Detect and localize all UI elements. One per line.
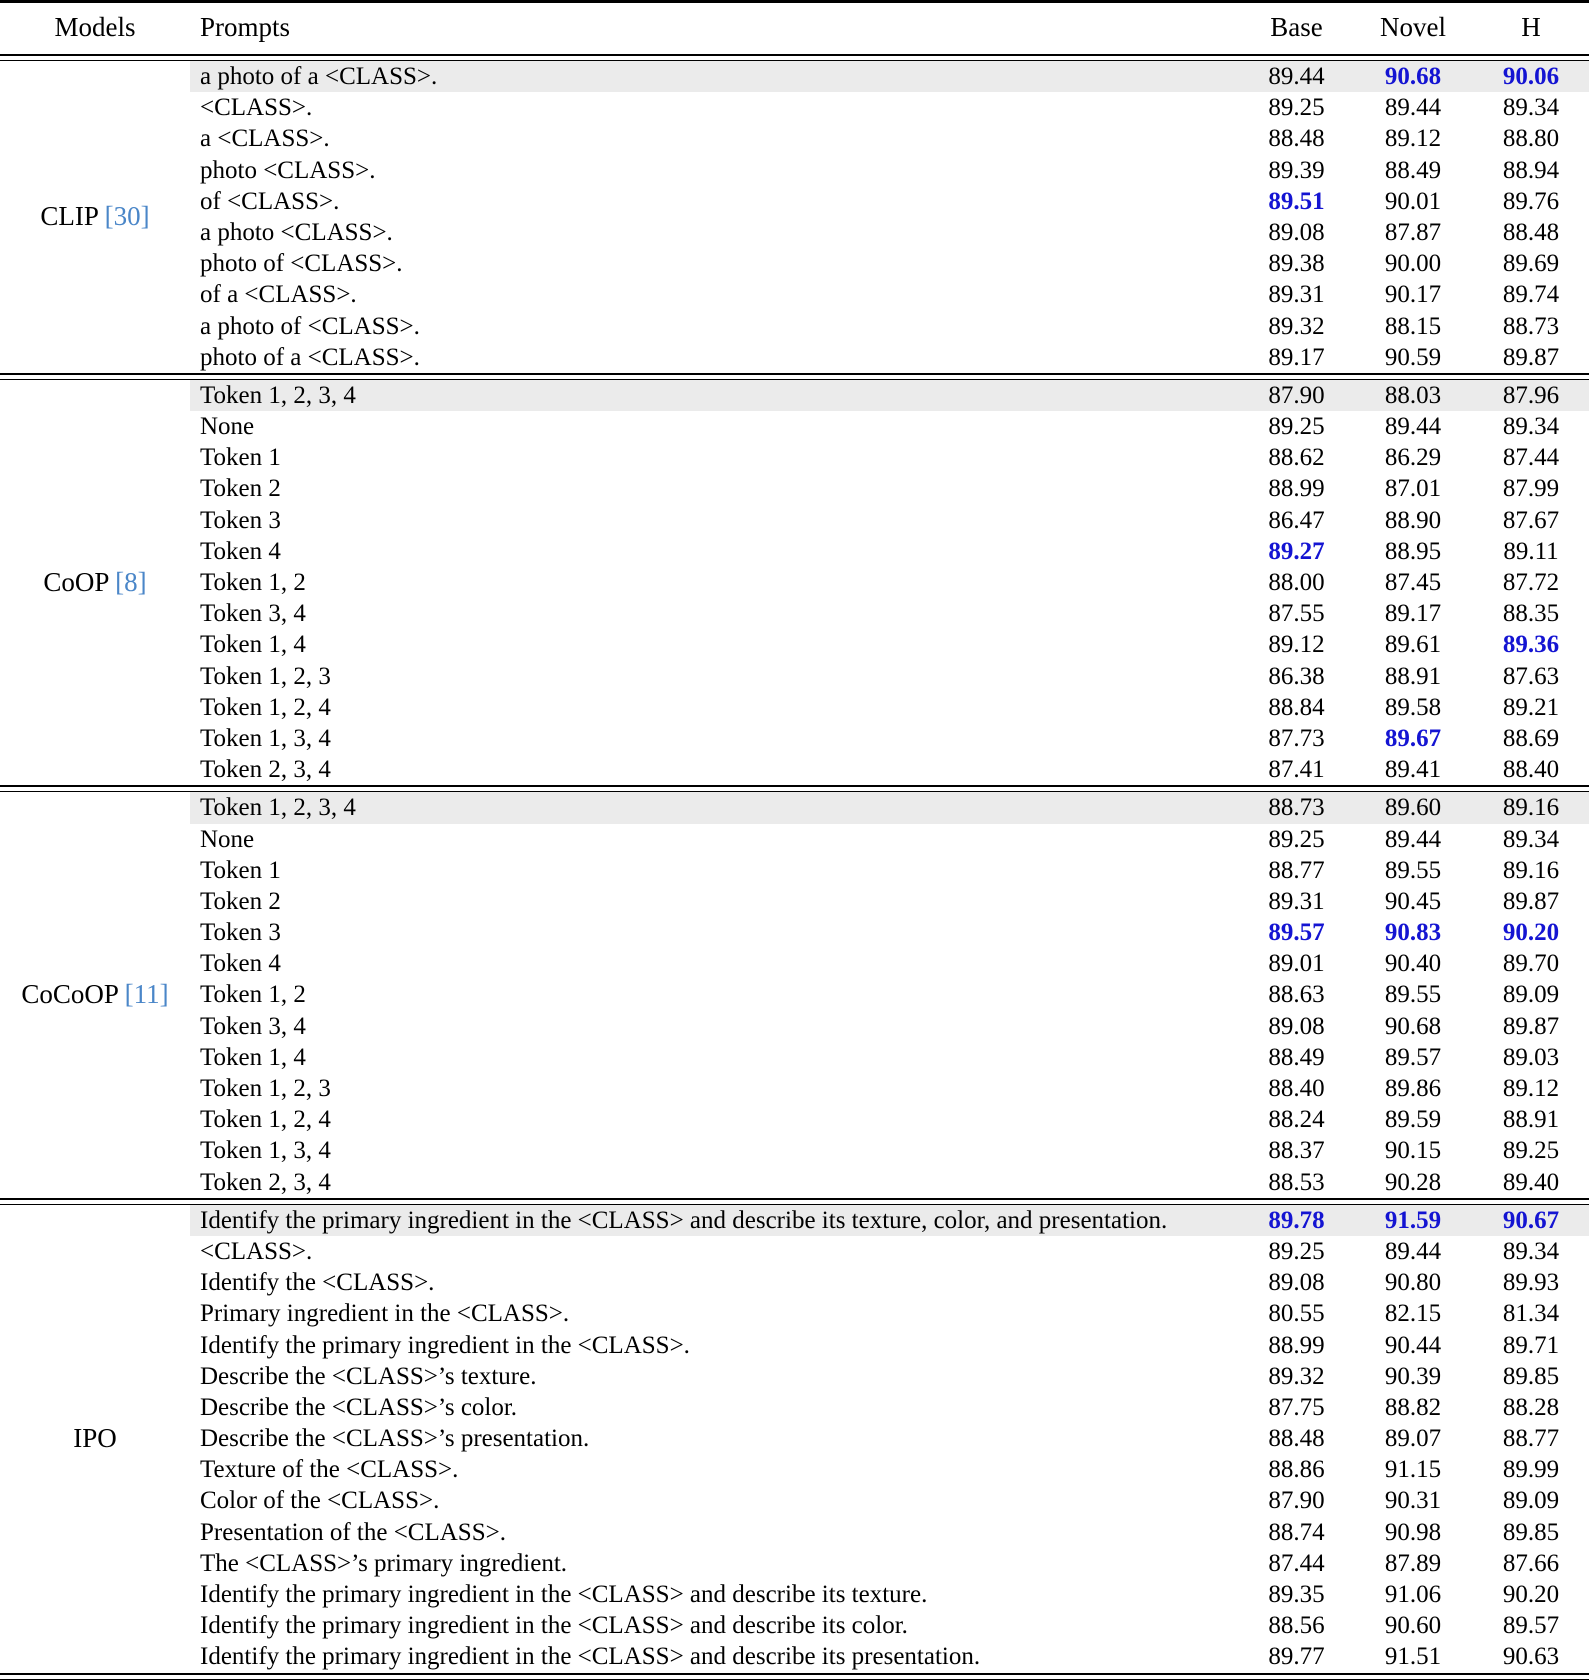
table-row (0, 217, 1589, 248)
table-row (0, 1204, 1589, 1236)
novel-score-cell: 90.17 (1384, 281, 1442, 309)
novel-score-cell: 90.60 (1384, 1612, 1442, 1640)
h-score-cell: 89.16 (1502, 856, 1560, 884)
base-score-cell: 88.40 (1268, 1075, 1325, 1102)
table-row (0, 1517, 1589, 1548)
table-row (0, 505, 1589, 536)
novel-score-cell: 88.49 (1384, 156, 1442, 184)
table-row (0, 886, 1589, 917)
table-row (0, 92, 1589, 123)
novel-score-cell: 88.90 (1384, 506, 1442, 534)
base-score-cell: 87.73 (1268, 724, 1325, 752)
prompt-cell: Token 1 (200, 444, 281, 472)
table-row (0, 1135, 1589, 1166)
novel-score-cell: 89.57 (1384, 1043, 1442, 1071)
h-score-cell: 87.72 (1502, 569, 1560, 596)
h-score-cell: 89.76 (1502, 187, 1560, 215)
novel-score-cell: 90.44 (1384, 1331, 1442, 1359)
base-score-cell: 89.51 (1268, 187, 1325, 215)
prompt-cell: Identify the primary ingredient in the <CLASS> and describe its presentation. (200, 1643, 981, 1671)
h-score-cell: 87.63 (1502, 662, 1560, 690)
prompt-cell: Token 3 (200, 506, 281, 534)
table-row (0, 342, 1589, 374)
novel-score-cell: 87.01 (1384, 475, 1442, 503)
table-row (0, 186, 1589, 217)
table-row (0, 1548, 1589, 1579)
table-row (0, 629, 1589, 660)
base-score-cell: 88.73 (1240, 792, 1353, 824)
prompt-cell: Token 1, 2, 3 (200, 662, 331, 690)
rule-line (0, 1674, 1589, 1680)
h-score-cell: 88.73 (1502, 312, 1560, 340)
table-row (0, 723, 1589, 754)
h-score-cell: 88.91 (1502, 1106, 1560, 1134)
base-score-cell: 89.25 (1268, 825, 1325, 853)
table-row (0, 1641, 1589, 1673)
h-score-cell: 89.34 (1502, 94, 1560, 122)
base-score-cell: 89.38 (1268, 250, 1325, 278)
prompt-cell: Token 1, 2 (200, 569, 306, 596)
table-row (0, 1298, 1589, 1329)
novel-score-cell: 89.67 (1384, 724, 1442, 752)
citation-link[interactable]: [8] (115, 566, 147, 597)
h-score-cell: 89.34 (1502, 825, 1560, 853)
model-label: IPO (73, 1423, 117, 1453)
base-score-cell: 89.25 (1268, 1237, 1325, 1265)
base-score-cell: 88.49 (1268, 1043, 1325, 1071)
h-score-cell: 87.44 (1502, 444, 1560, 472)
h-score-cell: 89.09 (1502, 1487, 1560, 1515)
h-score-cell: 90.20 (1502, 1581, 1560, 1608)
base-score-cell: 87.90 (1240, 379, 1353, 411)
base-score-cell: 89.17 (1268, 343, 1325, 371)
table-row (0, 1011, 1589, 1042)
base-score-cell: 87.75 (1268, 1393, 1325, 1421)
table-row (0, 917, 1589, 948)
h-score-cell: 89.40 (1502, 1168, 1560, 1196)
h-score-cell: 90.06 (1473, 61, 1589, 93)
h-score-cell: 89.87 (1502, 887, 1560, 915)
prompt-cell: Token 4 (200, 537, 281, 565)
novel-score-cell: 89.17 (1384, 600, 1442, 628)
prompt-cell: a photo <CLASS>. (200, 218, 393, 246)
h-score-cell: 89.69 (1502, 250, 1560, 278)
model-label: CoOP (43, 566, 109, 597)
base-score-cell: 89.31 (1268, 281, 1325, 309)
table-row (0, 279, 1589, 310)
table-row (0, 123, 1589, 154)
h-score-cell: 88.28 (1502, 1393, 1560, 1421)
table-row (0, 442, 1589, 473)
h-score-cell: 89.87 (1502, 343, 1560, 371)
table-row (0, 792, 1589, 824)
prompt-cell: Token 1, 3, 4 (200, 1137, 331, 1165)
prompt-cell: Primary ingredient in the <CLASS>. (200, 1300, 570, 1328)
h-score-cell: 88.77 (1502, 1425, 1560, 1453)
h-score-cell: 89.34 (1502, 1237, 1560, 1265)
novel-score-cell: 89.07 (1384, 1425, 1442, 1453)
table-row (0, 536, 1589, 567)
h-score-cell: 90.67 (1473, 1204, 1589, 1236)
h-score-cell: 89.03 (1502, 1043, 1560, 1071)
table-row (0, 248, 1589, 279)
h-score-cell: 89.16 (1473, 792, 1589, 824)
table-row (0, 598, 1589, 629)
base-score-cell: 88.74 (1268, 1518, 1325, 1546)
table-row (0, 1267, 1589, 1298)
novel-score-cell: 89.58 (1384, 693, 1442, 721)
base-score-cell: 88.37 (1268, 1137, 1325, 1165)
prompt-cell: Describe the <CLASS>’s texture. (200, 1362, 537, 1390)
prompt-cell: photo <CLASS>. (200, 156, 376, 184)
h-score-cell: 89.25 (1502, 1137, 1560, 1165)
prompt-cell: <CLASS>. (200, 1237, 313, 1265)
table-row (0, 692, 1589, 723)
base-score-cell: 89.44 (1240, 61, 1353, 93)
h-score-cell: 89.36 (1502, 631, 1560, 659)
prompt-cell: Token 2 (200, 887, 281, 915)
prompt-cell: Token 2, 3, 4 (200, 756, 331, 784)
base-score-cell: 88.56 (1268, 1612, 1325, 1640)
table-row (0, 754, 1589, 786)
table-row (0, 948, 1589, 979)
prompt-cell: Identify the primary ingredient in the <CLASS> and describe its texture. (200, 1581, 928, 1608)
base-score-cell: 89.78 (1240, 1204, 1353, 1236)
citation-link[interactable]: [11] (124, 979, 169, 1010)
prompt-cell: Identify the primary ingredient in the <CLASS> and describe its color. (200, 1612, 908, 1640)
novel-score-cell: 90.98 (1384, 1518, 1442, 1546)
prompt-cell: Token 1, 3, 4 (200, 724, 331, 752)
base-score-cell: 88.99 (1268, 475, 1325, 503)
h-score-cell: 89.09 (1502, 981, 1560, 1009)
novel-score-cell: 89.86 (1384, 1075, 1442, 1102)
h-score-cell: 89.11 (1503, 537, 1559, 565)
table-row (0, 1485, 1589, 1516)
base-score-cell: 89.77 (1268, 1643, 1325, 1671)
novel-score-cell: 90.83 (1384, 919, 1442, 947)
prompt-cell: a <CLASS>. (200, 125, 330, 153)
base-score-cell: 89.32 (1268, 312, 1325, 340)
h-score-cell: 88.80 (1502, 125, 1560, 153)
prompt-cell: None (200, 825, 255, 853)
novel-score-cell: 89.59 (1384, 1106, 1442, 1134)
novel-score-cell: 88.15 (1384, 312, 1442, 340)
prompt-cell: Token 1, 2, 3, 4 (190, 792, 1240, 824)
table-row (0, 1042, 1589, 1073)
novel-score-cell: 87.87 (1384, 218, 1442, 246)
base-score-cell: 89.35 (1268, 1581, 1325, 1608)
base-score-cell: 87.44 (1268, 1549, 1325, 1577)
novel-score-cell: 90.59 (1384, 343, 1442, 371)
prompt-cell: a photo of a <CLASS>. (190, 61, 1240, 93)
table-row (0, 1392, 1589, 1423)
novel-score-cell: 90.68 (1384, 1012, 1442, 1040)
base-score-cell: 89.27 (1268, 537, 1325, 565)
table-row (0, 1610, 1589, 1641)
base-score-cell: 88.48 (1268, 125, 1325, 153)
h-score-cell: 87.67 (1502, 506, 1560, 534)
h-score-cell: 88.69 (1502, 724, 1560, 752)
base-score-cell: 89.57 (1268, 919, 1325, 947)
novel-score-cell: 90.68 (1353, 61, 1473, 93)
novel-score-cell: 90.01 (1384, 187, 1442, 215)
table-row (0, 1236, 1589, 1267)
novel-score-cell: 91.51 (1384, 1643, 1442, 1671)
novel-score-cell: 86.29 (1384, 444, 1442, 472)
prompt-cell: The <CLASS>’s primary ingredient. (200, 1549, 568, 1577)
table-body (0, 61, 1589, 1680)
base-score-cell: 87.55 (1268, 600, 1325, 628)
novel-score-cell: 89.44 (1384, 413, 1442, 441)
base-score-cell: 88.62 (1268, 444, 1325, 472)
prompt-cell: Token 2 (200, 475, 281, 503)
h-score-cell: 88.94 (1502, 156, 1560, 184)
novel-score-cell: 89.12 (1384, 125, 1442, 153)
table-row (0, 567, 1589, 598)
prompt-cell: Token 2, 3, 4 (200, 1168, 331, 1196)
prompt-cell: <CLASS>. (200, 94, 313, 122)
model-name-cell (0, 379, 190, 786)
h-score-cell: 87.96 (1473, 379, 1589, 411)
h-score-cell: 89.71 (1502, 1331, 1560, 1359)
novel-score-cell: 89.55 (1384, 981, 1442, 1009)
h-score-cell: 81.34 (1502, 1300, 1560, 1328)
base-score-cell: 87.41 (1268, 756, 1325, 784)
h-score-cell: 89.85 (1502, 1362, 1560, 1390)
table-row (0, 1330, 1589, 1361)
table-row (0, 379, 1589, 411)
prompt-cell: Token 1 (200, 856, 281, 884)
novel-score-cell: 89.61 (1384, 631, 1442, 659)
model-name-cell (0, 1204, 190, 1673)
base-score-cell: 89.25 (1268, 413, 1325, 441)
prompt-cell: Token 1, 2, 4 (200, 1106, 331, 1134)
table-row (0, 1073, 1589, 1104)
table-row (0, 1579, 1589, 1610)
base-score-cell: 88.99 (1268, 1331, 1325, 1359)
prompt-cell: None (200, 413, 255, 441)
base-score-cell: 86.47 (1268, 506, 1325, 534)
novel-score-cell: 88.82 (1384, 1393, 1442, 1421)
novel-score-cell: 90.80 (1384, 1269, 1442, 1297)
base-score-cell: 88.86 (1268, 1456, 1325, 1484)
base-score-cell: 88.63 (1268, 981, 1325, 1009)
h-score-cell: 89.21 (1502, 693, 1560, 721)
h-score-cell: 89.93 (1502, 1269, 1560, 1297)
prompt-cell: Token 1, 2, 4 (200, 693, 331, 721)
prompt-cell: Token 3 (200, 919, 281, 947)
table-row (0, 411, 1589, 442)
base-score-cell: 89.25 (1268, 94, 1325, 122)
novel-score-cell: 90.15 (1384, 1137, 1442, 1165)
h-score-cell: 90.63 (1502, 1643, 1560, 1671)
novel-score-cell: 90.28 (1384, 1168, 1442, 1196)
table-header (0, 2, 1589, 61)
prompt-cell: Describe the <CLASS>’s color. (200, 1393, 518, 1421)
novel-score-cell: 90.31 (1384, 1487, 1442, 1515)
base-score-cell: 89.39 (1268, 156, 1325, 184)
novel-score-cell: 88.95 (1384, 537, 1442, 565)
model-name-cell (0, 61, 190, 374)
novel-score-cell: 90.40 (1384, 950, 1442, 978)
base-score-cell: 88.24 (1268, 1106, 1325, 1134)
citation-link[interactable]: [30] (104, 201, 150, 232)
prompt-cell: photo of a <CLASS>. (200, 343, 420, 371)
table-row (0, 473, 1589, 504)
table-row (0, 311, 1589, 342)
base-score-cell: 89.12 (1268, 631, 1325, 659)
base-score-cell: 88.77 (1268, 856, 1325, 884)
column-header-models: Models (54, 12, 136, 42)
prompt-cell: Identify the <CLASS>. (200, 1269, 435, 1297)
column-header-novel: Novel (1380, 12, 1446, 42)
prompt-cell: photo of <CLASS>. (200, 250, 403, 278)
h-score-cell: 89.74 (1502, 281, 1560, 309)
base-score-cell: 88.00 (1268, 569, 1325, 596)
prompt-cell: Token 3, 4 (200, 1012, 306, 1040)
table-row (0, 824, 1589, 855)
h-score-cell: 88.48 (1502, 218, 1560, 246)
novel-score-cell: 91.15 (1384, 1456, 1442, 1484)
prompt-cell: of <CLASS>. (200, 187, 340, 215)
prompt-cell: Identify the primary ingredient in the <CLASS>. (200, 1331, 690, 1359)
h-score-cell: 89.34 (1502, 413, 1560, 441)
novel-score-cell: 88.91 (1384, 662, 1442, 690)
prompt-cell: Token 1, 4 (200, 1043, 306, 1071)
novel-score-cell: 88.03 (1353, 379, 1473, 411)
bottom-rule (0, 1674, 1589, 1680)
prompt-cell: Token 1, 2, 3 (200, 1075, 331, 1102)
column-header-h: H (1521, 12, 1541, 42)
prompt-cell: Identify the primary ingredient in the <CLASS> and describe its texture, color, and presentation. (190, 1204, 1240, 1236)
prompt-cell: Token 1, 2, 3, 4 (190, 379, 1240, 411)
base-score-cell: 88.53 (1268, 1168, 1325, 1196)
h-score-cell: 88.35 (1502, 600, 1560, 628)
header-row (0, 3, 1589, 55)
base-score-cell: 88.84 (1268, 693, 1325, 721)
table-row (0, 1167, 1589, 1199)
h-score-cell: 87.66 (1502, 1549, 1560, 1577)
model-name-cell (0, 792, 190, 1199)
table-row (0, 1361, 1589, 1392)
prompt-cell: Token 3, 4 (200, 600, 306, 628)
base-score-cell: 89.08 (1268, 1269, 1325, 1297)
prompt-cell: a photo of <CLASS>. (200, 312, 420, 340)
h-score-cell: 89.70 (1502, 950, 1560, 978)
table-row (0, 1423, 1589, 1454)
prompt-cell: Presentation of the <CLASS>. (200, 1518, 506, 1546)
table-row (0, 661, 1589, 692)
table-row (0, 1454, 1589, 1485)
novel-score-cell: 89.44 (1384, 1237, 1442, 1265)
table-row (0, 855, 1589, 886)
base-score-cell: 87.90 (1268, 1487, 1325, 1515)
column-header-base: Base (1270, 12, 1323, 42)
novel-score-cell: 90.00 (1384, 250, 1442, 278)
h-score-cell: 90.20 (1502, 919, 1560, 947)
prompt-cell: Color of the <CLASS>. (200, 1487, 440, 1515)
column-header-prompts: Prompts (200, 12, 291, 42)
prompt-cell: Token 1, 4 (200, 631, 306, 659)
novel-score-cell: 82.15 (1384, 1300, 1442, 1328)
table-row (0, 1104, 1589, 1135)
prompt-cell: Token 1, 2 (200, 981, 306, 1009)
prompt-cell: Describe the <CLASS>’s presentation. (200, 1425, 590, 1453)
novel-score-cell: 89.44 (1384, 825, 1442, 853)
table-row (0, 979, 1589, 1010)
base-score-cell: 86.38 (1268, 662, 1325, 690)
novel-score-cell: 90.45 (1384, 887, 1442, 915)
novel-score-cell: 91.59 (1353, 1204, 1473, 1236)
prompt-cell: Token 4 (200, 950, 281, 978)
base-score-cell: 89.32 (1268, 1362, 1325, 1390)
table-row (0, 61, 1589, 93)
h-score-cell: 89.12 (1502, 1075, 1560, 1102)
h-score-cell: 87.99 (1502, 475, 1560, 503)
h-score-cell: 89.57 (1502, 1612, 1560, 1640)
base-score-cell: 89.08 (1268, 218, 1325, 246)
novel-score-cell: 89.41 (1384, 756, 1442, 784)
model-label: CLIP (40, 201, 98, 232)
novel-score-cell: 91.06 (1384, 1581, 1442, 1608)
h-score-cell: 89.85 (1502, 1518, 1560, 1546)
novel-score-cell: 89.60 (1353, 792, 1473, 824)
h-score-cell: 88.40 (1502, 756, 1560, 784)
prompt-cell: of a <CLASS>. (200, 281, 357, 309)
h-score-cell: 89.99 (1502, 1456, 1560, 1484)
base-score-cell: 80.55 (1268, 1300, 1325, 1328)
h-score-cell: 89.87 (1502, 1012, 1560, 1040)
novel-score-cell: 87.45 (1384, 569, 1442, 596)
base-score-cell: 88.48 (1268, 1425, 1325, 1453)
base-score-cell: 89.08 (1268, 1012, 1325, 1040)
table-row (0, 155, 1589, 186)
novel-score-cell: 87.89 (1384, 1549, 1442, 1577)
novel-score-cell: 90.39 (1384, 1362, 1442, 1390)
base-score-cell: 89.31 (1268, 887, 1325, 915)
novel-score-cell: 89.44 (1384, 94, 1442, 122)
base-score-cell: 89.01 (1268, 950, 1325, 978)
model-label: CoCoOP (21, 979, 118, 1010)
novel-score-cell: 89.55 (1384, 856, 1442, 884)
prompt-cell: Texture of the <CLASS>. (200, 1456, 459, 1484)
